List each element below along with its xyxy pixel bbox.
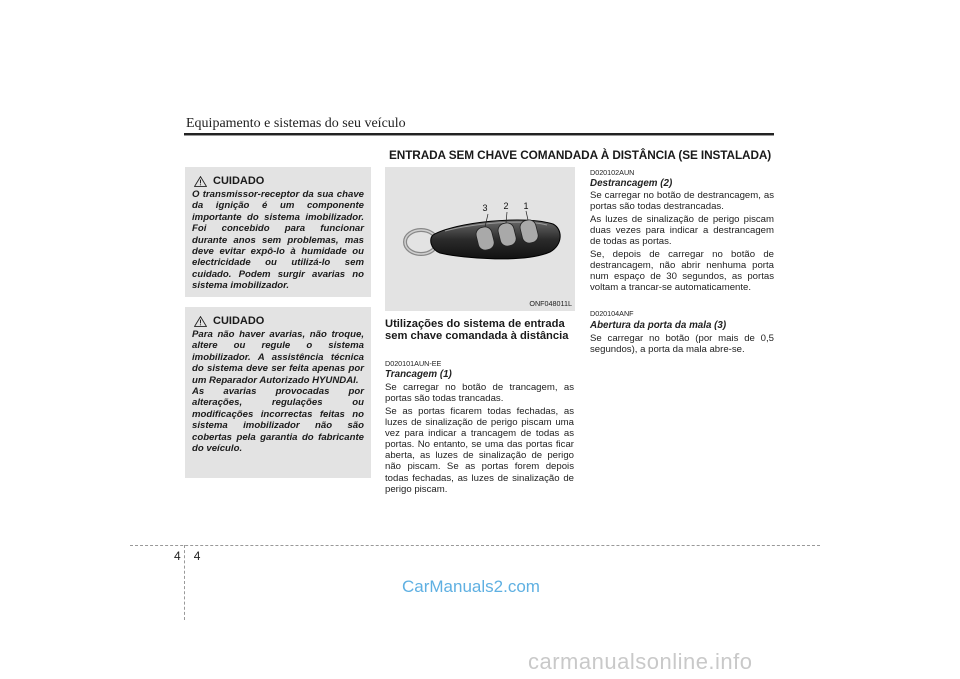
page-number (174, 549, 200, 563)
header-rule-thin (184, 135, 774, 136)
caution-text-1: O transmissor-receptor da sua chave da ignição é um componente importante do sistema imobilizador. Foi concebido para funcionar durante anos sem problemas, mas deve evitar expô-lo à humidade ou electricidade ou utilizá-lo sem cuidado. Podem surgir avarias no sistema imobilizador. (192, 189, 364, 292)
watermark-link[interactable]: CarManuals2.com (402, 577, 540, 596)
lock-heading: Trancagem (1) (385, 369, 452, 380)
callout-3: 3 (482, 203, 488, 213)
lock-paragraph-2: Se as portas ficarem todas fechadas, as luzes de sinalização de perigo piscam uma vez para indicar a trancagem de todas as portas. No entanto, se uma das portas ficar aberta, as luzes de sinalização de perigo não piscam. Se as portas forem depois todas fechadas, as luzes de sinalização de perigo piscam. (385, 406, 574, 495)
page-number-value: 4 (193, 549, 201, 563)
lock-paragraph-1: Se carregar no botão de trancagem, as portas são todas trancadas. (385, 382, 574, 405)
doc-code-trancagem: D020101AUN-EE (385, 359, 442, 368)
doc-code-destrancagem: D020102AUN (590, 168, 635, 177)
unlock-heading: Destrancagem (2) (590, 178, 673, 189)
fob-body (431, 220, 560, 259)
doc-code-trunk: D020104ANF (590, 309, 634, 318)
unlock-paragraph-3: Se, depois de carregar no botão de destrancagem, não abrir nenhuma porta num espaço de 30 segundos, as portas voltam a trancar-se automaticamente. (590, 249, 774, 294)
caution-label: CUIDADO (213, 175, 265, 187)
key-fob-figure (385, 167, 575, 311)
footer-dashed-rule (130, 545, 820, 546)
warning-triangle-icon (194, 316, 207, 327)
caution-text-2b: As avarias provocadas por alterações, regulações ou modificações incorrectas feitas no sistema imobilizador não são cobertas pela garantia do fabricante do veículo. (192, 386, 364, 455)
usage-subheading-text: Utilizações do sistema de entrada sem chave comandada à distância (385, 318, 569, 342)
usage-subheading (385, 318, 574, 342)
caution-text-2a: Para não haver avarias, não troque, altere ou regule o sistema imobilizador. A assistência técnica do sistema deve ser feita apenas por um Reparador Autorizado HYUNDAI. (192, 329, 364, 386)
corner-watermark: carmanualsonline.info (528, 649, 753, 674)
caution-box-1 (185, 167, 371, 297)
chapter-number: 4 (174, 549, 181, 563)
trunk-paragraph: Se carregar no botão (por mais de 0,5 segundos), a porta da mala abre-se. (590, 333, 774, 356)
figure-code: ONF048011L (529, 299, 572, 308)
caution-title-2 (194, 315, 364, 327)
callout-2: 2 (503, 201, 509, 211)
caution-label: CUIDADO (213, 315, 265, 327)
warning-triangle-icon (194, 176, 207, 187)
key-fob-illustration (385, 167, 575, 311)
caution-title-1 (194, 175, 364, 187)
callout-1: 1 (523, 201, 529, 211)
trunk-heading: Abertura da porta da mala (3) (590, 320, 727, 331)
section-heading: ENTRADA SEM CHAVE COMANDADA À DISTÂNCIA (SE INSTALADA) (389, 148, 772, 162)
page-header-title: Equipamento e sistemas do seu veículo (186, 116, 406, 131)
unlock-paragraph-2: As luzes de sinalização de perigo piscam duas vezes para indicar a destrancagem de todas as portas. (590, 214, 774, 248)
unlock-paragraph-1: Se carregar no botão de destrancagem, as portas são todas destrancadas. (590, 190, 774, 213)
caution-box-2 (185, 307, 371, 478)
